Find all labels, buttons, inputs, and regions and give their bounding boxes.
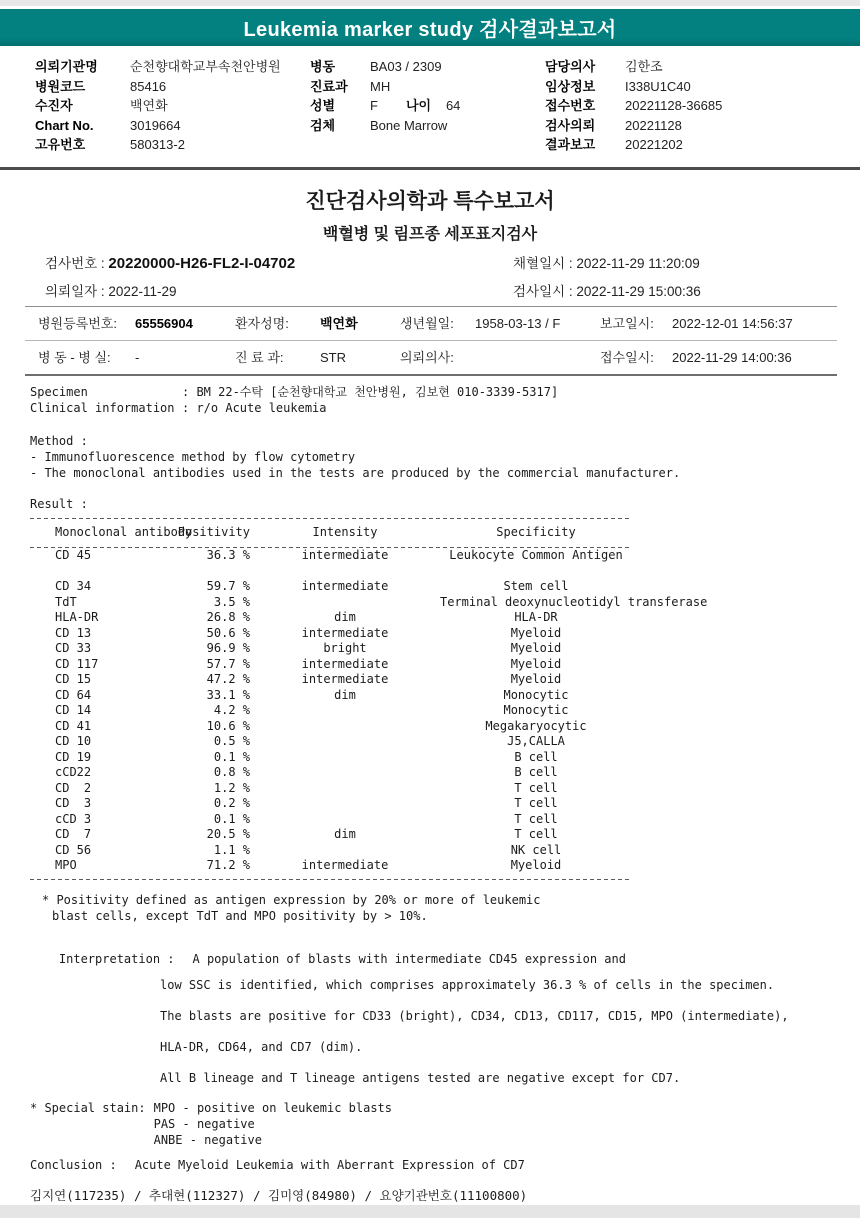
intensity-cell xyxy=(250,781,440,797)
column-header-specificity: Specificity xyxy=(496,525,576,539)
antibody-cell: MPO xyxy=(55,858,77,872)
antibody-cell: HLA-DR xyxy=(55,610,99,624)
specificity-cell: Megakaryocytic xyxy=(485,718,587,733)
report-time-value: 2022-12-01 14:56:37 xyxy=(672,316,793,331)
report-subtitle: 백혈병 및 림프종 세포표지검사 xyxy=(322,226,538,243)
report-time-label: 보고일시: xyxy=(600,316,654,331)
receipt-time-value: 2022-11-29 14:00:36 xyxy=(672,350,792,365)
header-info-row xyxy=(35,77,281,97)
intensity-cell: intermediate xyxy=(301,579,389,593)
table-row xyxy=(30,858,632,874)
table-row xyxy=(30,641,632,657)
antibody-cell: CD 14 xyxy=(55,703,92,717)
header-info-label: 접수번호 xyxy=(545,98,596,113)
interpretation-line: All B lineage and T lineage antigens tested are negative except for CD7. xyxy=(160,1071,681,1085)
intensity-cell xyxy=(250,843,440,859)
intensity-cell xyxy=(250,796,440,812)
stain-line: PAS - negative xyxy=(153,1117,255,1131)
table-row xyxy=(30,672,632,688)
intensity-cell: intermediate xyxy=(301,625,389,640)
header-info-value: 3019664 xyxy=(130,117,181,133)
positivity-cell: 0.5 % xyxy=(213,734,250,748)
header-info-row xyxy=(310,96,460,116)
positivity-cell: 0.2 % xyxy=(213,796,250,810)
header-info-label: 병동 xyxy=(310,59,336,74)
antibody-cell: cCD22 xyxy=(55,765,92,779)
collect-time-line: 채혈일시 : 2022-11-29 11:20:09 xyxy=(513,256,700,271)
header-info-column-right xyxy=(545,57,722,155)
antibody-cell: CD 117 xyxy=(55,656,99,671)
intensity-cell xyxy=(250,812,440,828)
positivity-cell: 71.2 % xyxy=(206,858,250,872)
bottom-gray-bar xyxy=(0,1205,860,1218)
header-info-label: 수진자 xyxy=(35,98,73,113)
antibody-cell: CD 2 xyxy=(55,780,92,795)
signers-line: 김지연(117235) / 추대현(112327) / 김미영(84980) / 요양기관번호(11100800) xyxy=(30,1188,528,1203)
method-lines xyxy=(30,449,680,481)
header-info-row xyxy=(310,116,460,136)
header-info-label: 검체 xyxy=(310,117,336,133)
header-info-value: 64 xyxy=(445,98,461,113)
specificity-cell: T cell xyxy=(514,811,558,826)
header-info-value: MH xyxy=(370,78,391,94)
interpretation-line: low SSC is identified, which comprises approximately 36.3 % of cells in the specimen. xyxy=(160,978,775,992)
clinical-info-value: : r/o Acute leukemia xyxy=(182,401,327,415)
positivity-cell: 3.5 % xyxy=(213,594,250,609)
table-row xyxy=(30,610,632,626)
ward-room-label: 병 동 - 병 실: xyxy=(38,350,111,365)
table-row xyxy=(30,594,708,611)
specificity-cell: T cell xyxy=(514,780,558,795)
top-gray-strip xyxy=(0,0,860,6)
header-info-row xyxy=(35,96,281,116)
antibody-cell: CD 64 xyxy=(55,687,92,702)
intensity-cell xyxy=(250,719,440,735)
header-info-label: 진료과 xyxy=(310,78,348,94)
header-info-value: 580313-2 xyxy=(130,137,185,152)
column-header-antibody: Monoclonal antibody xyxy=(55,525,193,539)
table-row xyxy=(30,719,632,735)
exam-number-value: 20220000-H26-FL2-I-04702 xyxy=(108,255,296,272)
header-info-value: BA03 / 2309 xyxy=(370,59,442,74)
table-bottom-dashed-line xyxy=(30,879,632,881)
table-row xyxy=(30,781,632,797)
interpretation-first-text: A population of blasts with intermediate CD45 expression and xyxy=(192,952,626,966)
positivity-cell: 47.2 % xyxy=(206,672,250,686)
special-stain-block xyxy=(30,1100,392,1148)
positivity-cell: 1.1 % xyxy=(213,842,250,857)
request-date-line: 의뢰일자 : 2022-11-29 xyxy=(45,284,177,299)
header-info-label: 검사의뢰 xyxy=(545,117,596,133)
specificity-cell: Myeloid xyxy=(510,641,562,655)
header-info-row xyxy=(545,135,722,155)
intensity-cell xyxy=(250,703,440,719)
registration-number-value: 65556904 xyxy=(135,316,193,331)
positivity-cell: 1.2 % xyxy=(213,780,250,795)
receipt-time-label: 접수일시: xyxy=(600,350,654,365)
intensity-cell xyxy=(250,734,440,750)
intensity-cell xyxy=(250,765,440,781)
header-info-label: 성별 xyxy=(310,98,336,113)
antibody-cell: CD 13 xyxy=(55,625,92,640)
specificity-cell: HLA-DR xyxy=(514,610,558,624)
header-info-value: I338U1C40 xyxy=(625,78,691,94)
positivity-cell: 50.6 % xyxy=(206,625,250,640)
header-info-label: 나이 xyxy=(405,98,432,113)
intensity-cell: intermediate xyxy=(301,858,389,872)
header-info-label: Chart No. xyxy=(35,117,94,133)
section-divider-line xyxy=(0,167,860,170)
table-row xyxy=(30,827,632,843)
header-info-column-left xyxy=(35,57,281,155)
table-spacer-row xyxy=(30,564,632,580)
intensity-cell: dim xyxy=(334,827,356,841)
interpretation-line: The blasts are positive for CD33 (bright), CD34, CD13, CD117, CD15, MPO (intermediate), xyxy=(160,1009,789,1023)
clinical-info-label: Clinical information xyxy=(30,401,175,415)
table-row xyxy=(30,626,632,642)
positivity-cell: 57.7 % xyxy=(206,656,250,671)
antibody-cell: CD 34 xyxy=(55,579,92,593)
department-label: 진 료 과: xyxy=(235,350,284,365)
specificity-cell: B cell xyxy=(514,765,558,779)
specificity-cell: Leukocyte Common Antigen xyxy=(449,548,623,562)
table-row xyxy=(30,703,632,719)
method-heading: Method : xyxy=(30,434,88,448)
birth-date-label: 생년월일: xyxy=(400,316,454,331)
birth-date-value: 1958-03-13 / F xyxy=(475,316,561,331)
table-row xyxy=(30,657,632,673)
referring-doctor-label: 의뢰의사: xyxy=(400,350,454,365)
header-info-value: 20221128 xyxy=(625,117,682,133)
result-heading: Result : xyxy=(30,497,88,511)
header-info-label: 임상정보 xyxy=(545,78,596,94)
conclusion-text: Acute Myeloid Leukemia with Aberrant Expression of CD7 xyxy=(134,1158,525,1172)
result-table xyxy=(30,517,708,881)
column-header-intensity: Intensity xyxy=(312,525,378,539)
header-info-label: 병원코드 xyxy=(35,78,86,94)
method-block xyxy=(30,433,680,481)
header-info-row xyxy=(545,96,722,116)
patient-name-label: 환자성명: xyxy=(235,316,289,331)
specificity-cell: Stem cell xyxy=(503,579,569,593)
patient-name-value: 백연화 xyxy=(320,316,358,331)
table-row xyxy=(30,843,632,859)
antibody-cell: CD 33 xyxy=(55,641,92,655)
antibody-cell: CD 19 xyxy=(55,749,92,764)
stain-lines xyxy=(154,1100,392,1148)
table-row xyxy=(30,579,632,595)
specimen-row xyxy=(30,384,558,400)
conclusion-label: Conclusion : xyxy=(30,1158,117,1172)
interpretation-lines xyxy=(160,970,789,1094)
result-table-header xyxy=(30,519,632,546)
positivity-footnote-line-1: * Positivity defined as antigen expression by 20% or more of leukemic xyxy=(42,893,541,907)
method-line: - The monoclonal antibodies used in the tests are produced by the commercial manufacturer. xyxy=(30,466,681,480)
intensity-cell: intermediate xyxy=(301,672,389,686)
header-info-value: 20221128-36685 xyxy=(625,98,723,113)
table-row xyxy=(30,734,632,750)
interpretation-line: HLA-DR, CD64, and CD7 (dim). xyxy=(160,1040,363,1054)
registration-number-label: 병원등록번호: xyxy=(38,316,117,331)
specimen-block xyxy=(30,384,558,416)
header-info-value: Bone Marrow xyxy=(370,117,448,133)
report-title: 진단검사의학과 특수보고서 xyxy=(305,190,555,213)
specificity-cell: B cell xyxy=(514,749,558,764)
table-row xyxy=(30,796,632,812)
antibody-cell: cCD 3 xyxy=(55,811,92,826)
table-row xyxy=(30,750,632,766)
header-info-row xyxy=(35,135,281,155)
header-info-label: 결과보고 xyxy=(545,137,596,152)
positivity-cell: 36.3 % xyxy=(206,548,250,562)
positivity-cell: 4.2 % xyxy=(213,703,250,717)
header-info-value: 85416 xyxy=(130,78,167,94)
positivity-cell: 10.6 % xyxy=(206,718,250,733)
table-row xyxy=(30,812,632,828)
specificity-cell: Terminal deoxynucleotidyl transferase xyxy=(440,594,708,609)
table-row xyxy=(30,548,632,564)
conclusion-line xyxy=(30,1158,525,1172)
special-stain-label: * Special stain: xyxy=(30,1101,146,1115)
specificity-cell: Myeloid xyxy=(510,625,562,640)
column-header-positivity: Positivity xyxy=(177,525,250,539)
positivity-cell: 0.1 % xyxy=(213,811,250,826)
antibody-cell: CD 3 xyxy=(55,796,92,810)
title-banner xyxy=(0,9,860,46)
antibody-cell: CD 56 xyxy=(55,842,92,857)
exam-number-line xyxy=(45,252,295,272)
header-info-label: 의뢰기관명 xyxy=(35,59,98,74)
specificity-cell: J5,CALLA xyxy=(507,734,565,748)
positivity-cell: 0.1 % xyxy=(213,749,250,764)
ward-room-value: - xyxy=(135,350,140,365)
header-info-value: 김한조 xyxy=(625,59,663,74)
specificity-cell: T cell xyxy=(514,796,558,810)
intensity-cell: intermediate xyxy=(301,656,389,671)
positivity-cell: 96.9 % xyxy=(206,641,250,655)
specificity-cell: Monocytic xyxy=(503,687,569,702)
patient-info-bar xyxy=(25,306,837,376)
intensity-cell: bright xyxy=(323,641,367,655)
clinical-info-row xyxy=(30,400,558,416)
header-info-row xyxy=(35,57,281,77)
patient-bar-row-1 xyxy=(25,307,837,340)
intensity-cell: dim xyxy=(334,687,356,702)
specificity-cell: NK cell xyxy=(510,842,562,857)
positivity-footnote-line-2: blast cells, except TdT and MPO positivity by > 10%. xyxy=(52,909,428,923)
header-info-row xyxy=(310,77,460,97)
antibody-cell: CD 15 xyxy=(55,672,92,686)
positivity-cell: 59.7 % xyxy=(206,579,250,593)
test-time-line: 검사일시 : 2022-11-29 15:00:36 xyxy=(513,284,701,299)
header-info-label: 고유번호 xyxy=(35,137,86,152)
header-info-value: 백연화 xyxy=(130,98,168,113)
intensity-cell xyxy=(250,750,440,766)
positivity-cell: 0.8 % xyxy=(213,765,250,779)
banner-title: Leukemia marker study 검사결과보고서 xyxy=(243,19,617,41)
intensity-cell: dim xyxy=(334,610,356,624)
positivity-cell: 33.1 % xyxy=(206,687,250,702)
antibody-cell: CD 7 xyxy=(55,827,92,841)
intensity-cell: intermediate xyxy=(301,548,389,562)
header-info-row xyxy=(35,116,281,136)
patient-bar-row-2 xyxy=(25,340,837,374)
specificity-cell: T cell xyxy=(514,827,558,841)
specificity-cell: Myeloid xyxy=(510,672,562,686)
positivity-cell: 20.5 % xyxy=(206,827,250,841)
antibody-cell: CD 10 xyxy=(55,734,92,748)
specimen-value: : BM 22-수탁 [순천향대학교 천안병원, 김보현 010-3339-5317] xyxy=(182,385,559,399)
header-info-column-middle xyxy=(310,57,460,135)
header-info-row xyxy=(545,57,722,77)
positivity-cell: 26.8 % xyxy=(206,610,250,624)
specimen-label: Specimen xyxy=(30,385,88,399)
table-row xyxy=(30,688,632,704)
header-info-row xyxy=(545,116,722,136)
header-info-value: 순천향대학교부속천안병원 xyxy=(130,59,281,74)
method-line: - Immunofluorescence method by flow cytometry xyxy=(30,450,356,464)
result-table-body xyxy=(30,548,708,874)
specificity-cell: Myeloid xyxy=(510,656,562,671)
specificity-cell: Myeloid xyxy=(510,858,562,872)
header-info-row xyxy=(545,77,722,97)
department-value: STR xyxy=(320,350,346,365)
header-info-value: 20221202 xyxy=(625,137,683,152)
header-info-row xyxy=(310,57,460,77)
antibody-cell: CD 41 xyxy=(55,718,92,733)
stain-line: MPO - positive on leukemic blasts xyxy=(153,1101,393,1115)
antibody-cell: CD 45 xyxy=(55,548,92,562)
stain-line: ANBE - negative xyxy=(153,1133,262,1147)
intensity-cell xyxy=(250,595,440,611)
header-info-value: F xyxy=(370,98,378,113)
exam-number-label: 검사번호 : xyxy=(45,256,109,271)
table-row xyxy=(30,765,632,781)
interpretation-label: Interpretation : xyxy=(58,952,175,966)
specificity-cell: Monocytic xyxy=(503,703,569,717)
header-info-label: 담당의사 xyxy=(545,59,596,74)
antibody-cell: TdT xyxy=(55,594,77,609)
